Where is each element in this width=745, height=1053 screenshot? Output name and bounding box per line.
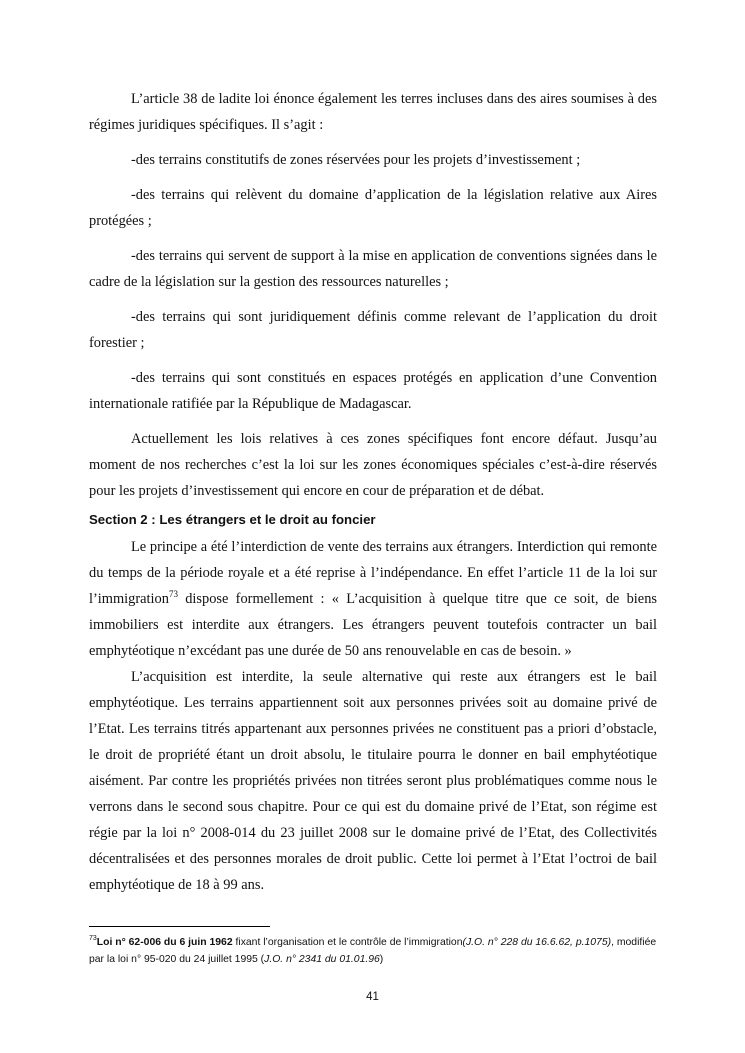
paragraph-article-38: L’article 38 de ladite loi énonce également les terres incluses dans des aires soumises à des régimes juridiques spécifiques. Il s’agit : bbox=[89, 91, 657, 133]
section-heading: Section 2 : Les étrangers et le droit au foncier bbox=[89, 512, 376, 527]
list-item-international-convention: -des terrains qui sont constitués en espaces protégés en application d’une Convention internationale ratifiée par la République de Madagascar. bbox=[89, 370, 657, 412]
footnote-journal-ref-1: (J.O. n° 228 du 16.6.62, p.1075) bbox=[462, 937, 612, 948]
footnote-text-2: , modifiée par la loi n° 95-020 du 24 juillet 1995 ( bbox=[89, 937, 657, 965]
footnote bbox=[89, 934, 657, 968]
footnote-separator bbox=[89, 926, 270, 927]
footnote-law-title: Loi n° 62-006 du 6 juin 1962 bbox=[96, 937, 233, 948]
footnote-text-3: ) bbox=[379, 954, 384, 965]
paragraph-current-laws: Actuellement les lois relatives à ces zones spécifiques font encore défaut. Jusqu’au moment de nos recherches c’est la loi sur les zones économiques spéciales c’est-à-dire réservés pour les projets d’investissement qui encore en cour de préparation et de débat. bbox=[89, 431, 657, 499]
list-item-forestry: -des terrains qui sont juridiquement définis comme relevant de l’application du droit forestier ; bbox=[89, 309, 657, 351]
page-number: 41 bbox=[366, 991, 379, 1003]
list-item-protected-areas: -des terrains qui relèvent du domaine d’application de la législation relative aux Aires protégées ; bbox=[89, 187, 657, 229]
paragraph-emphyteutic-lease: L’acquisition est interdite, la seule alternative qui reste aux étrangers est le bail emphytéotique. Les terrains appartiennent soit aux personnes privées soit au domaine privé de l’Etat. Les terrains titrés appartenant aux personnes privées ne constituent pas a priori d’obstacle, le droit de propriété étant un droit absolu, le titulaire pourra le donner en bail emphytéotique aisément. Par contre les propriétés privées non titrées seront plus problématiques comme nous le verrons dans le second sous chapitre. Pour ce qui est du domaine privé de l’Etat, son régime est régie par la loi n° 2008-014 du 23 juillet 2008 sur le domaine privé de l’Etat, des Collectivités décentralisées et des personnes morales de droit public. Cette loi permet à l’Etat l’octroi de bail emphytéotique de 18 à 99 ans. bbox=[89, 669, 657, 893]
footnote-text-1: fixant l’organisation et le contrôle de l’immigration bbox=[232, 937, 463, 948]
footnote-journal-ref-2: J.O. n° 2341 du 01.01.96 bbox=[264, 954, 380, 965]
body-text bbox=[89, 86, 657, 898]
list-item-investment-zones: -des terrains constitutifs de zones réservées pour les projets d’investissement ; bbox=[131, 152, 581, 168]
footnote-number: 73 bbox=[89, 935, 97, 942]
paragraph-principle-text-2: dispose formellement : « L’acquisition à quelque titre que ce soit, de biens immobiliers est interdite aux étrangers. Les étrangers peuvent toutefois contracter un bail emphytéotique n’excédant pas une durée de 50 ans renouvelable en cas de besoin. » bbox=[89, 591, 657, 659]
paragraph-principle-text-1: Le principe a été l’interdiction de vente des terrains aux étrangers. Interdiction qui remonte du temps de la période royale et a été reprise à l’indépendance. En effet l’article 11 de la loi sur l’immigration bbox=[89, 539, 657, 607]
paragraph-principle bbox=[89, 534, 657, 664]
list-item-natural-resources: -des terrains qui servent de support à la mise en application de conventions signées dans le cadre de la législation sur la gestion des ressources naturelles ; bbox=[89, 248, 657, 290]
footnote-reference: 73 bbox=[168, 589, 178, 599]
